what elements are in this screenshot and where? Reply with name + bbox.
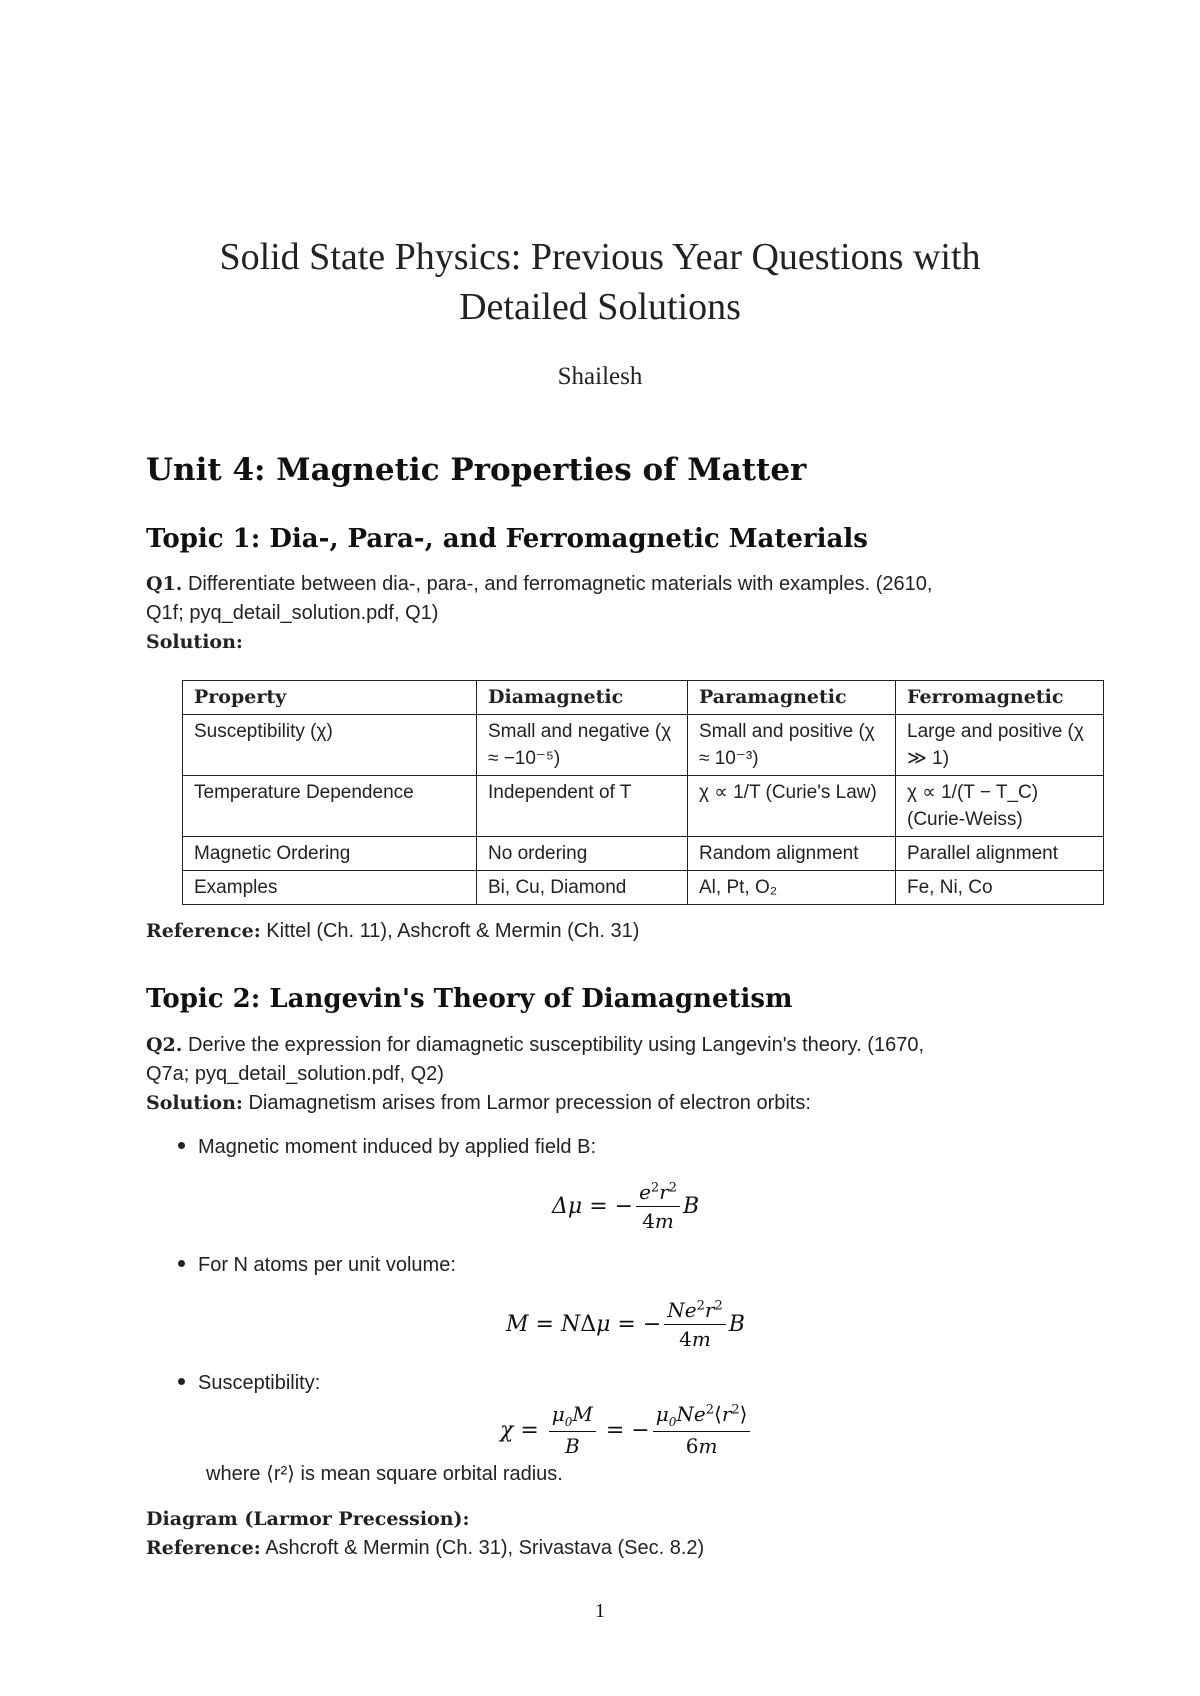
reference-2-label: Reference: (146, 1537, 261, 1559)
table-row (183, 715, 1104, 776)
table-row (183, 837, 1104, 871)
bullet-item-1-text: Magnetic moment induced by applied field B: (198, 1136, 597, 1158)
bullet-icon (178, 1378, 185, 1385)
table-header-row (183, 681, 1104, 715)
topic2-heading: Topic 2: Langevin's Theory of Diamagnetism (146, 984, 793, 1014)
question-2 (146, 1031, 1076, 1118)
equation-delta-mu: Δ μ = − $\frac{e^2r^2}{4m}$ B (552, 1180, 700, 1233)
question-1-text-line-1: Differentiate between dia-, para-, and ferromagnetic materials with examples. (2610, (187, 573, 933, 595)
table-cell: Small and positive (χ ≈ 10⁻³) (688, 715, 896, 776)
table-cell: Random alignment (688, 837, 896, 871)
table-cell: Examples (183, 871, 477, 905)
table-cell: Al, Pt, O₂ (688, 871, 896, 905)
author-name: Shailesh (557, 363, 643, 390)
table-header-cell: Diamagnetic (477, 681, 688, 715)
table-header-cell: Property (183, 681, 477, 715)
unit-heading: Unit 4: Magnetic Properties of Matter (146, 452, 807, 488)
table-header-cell: Paramagnetic (688, 681, 896, 715)
where-text: where ⟨r²⟩ is mean square orbital radius. (206, 1463, 563, 1485)
table-row (183, 871, 1104, 905)
question-2-text-line-2: Q7a; pyq_detail_solution.pdf, Q2) (146, 1063, 444, 1085)
diagram-and-reference (146, 1505, 1076, 1563)
document-title-line-1: Solid State Physics: Previous Year Questions with (219, 236, 981, 278)
question-1 (146, 570, 1076, 657)
table-cell: Parallel alignment (896, 837, 1104, 871)
reference-2-text: Ashcroft & Mermin (Ch. 31), Srivastava (Sec. 8.2) (265, 1537, 705, 1559)
table-cell: χ ∝ 1/(T − T_C) (Curie-Weiss) (896, 776, 1104, 837)
table-cell: Susceptibility (χ) (183, 715, 477, 776)
table-cell: χ ∝ 1/T (Curie's Law) (688, 776, 896, 837)
page-number: 1 (595, 1600, 605, 1622)
bullet-icon (178, 1142, 185, 1149)
solution-2-text: Diamagnetism arises from Larmor precession of electron orbits: (248, 1092, 811, 1114)
question-2-label: Q2. (146, 1034, 183, 1056)
bullet-item-3 (178, 1372, 320, 1395)
bullet-item-2-text: For N atoms per unit volume: (198, 1254, 456, 1276)
solution-1-label: Solution: (146, 631, 243, 653)
solution-2-label: Solution: (146, 1092, 243, 1114)
topic1-heading: Topic 1: Dia-, Para-, and Ferromagnetic Materials (146, 524, 868, 554)
question-1-label: Q1. (146, 573, 183, 595)
reference-1-text: Kittel (Ch. 11), Ashcroft & Mermin (Ch. 31) (266, 920, 640, 942)
table-cell: Temperature Dependence (183, 776, 477, 837)
bullet-item-2 (178, 1254, 456, 1277)
table-row (183, 776, 1104, 837)
magnetic-properties-table (182, 680, 1104, 905)
equation-susceptibility: χ = $\frac{\mu_0M}{B}$ = − $\frac{\mu_0Ne^2⟨r^2⟩}{6m}$ (500, 1402, 753, 1458)
reference-1 (146, 917, 1076, 946)
table-header-cell: Ferromagnetic (896, 681, 1104, 715)
table-cell: Fe, Ni, Co (896, 871, 1104, 905)
question-1-text-line-2: Q1f; pyq_detail_solution.pdf, Q1) (146, 602, 439, 624)
table-cell: Independent of T (477, 776, 688, 837)
table-cell: Large and positive (χ ≫ 1) (896, 715, 1104, 776)
bullet-icon (178, 1260, 185, 1267)
bullet-item-1 (178, 1136, 596, 1159)
reference-1-label: Reference: (146, 920, 261, 942)
question-2-text-line-1: Derive the expression for diamagnetic susceptibility using Langevin's theory. (1670, (187, 1034, 925, 1056)
bullet-item-3-text: Susceptibility: (198, 1372, 321, 1394)
table-cell: No ordering (477, 837, 688, 871)
document-title-line-2: Detailed Solutions (459, 286, 741, 328)
table-cell: Bi, Cu, Diamond (477, 871, 688, 905)
diagram-label: Diagram (Larmor Precession): (146, 1508, 470, 1530)
table-cell: Small and negative (χ ≈ −10⁻⁵) (477, 715, 688, 776)
equation-magnetization: M = N Δ μ = − $\frac{Ne^2r^2}{4m}$ B (506, 1298, 745, 1351)
table-cell: Magnetic Ordering (183, 837, 477, 871)
